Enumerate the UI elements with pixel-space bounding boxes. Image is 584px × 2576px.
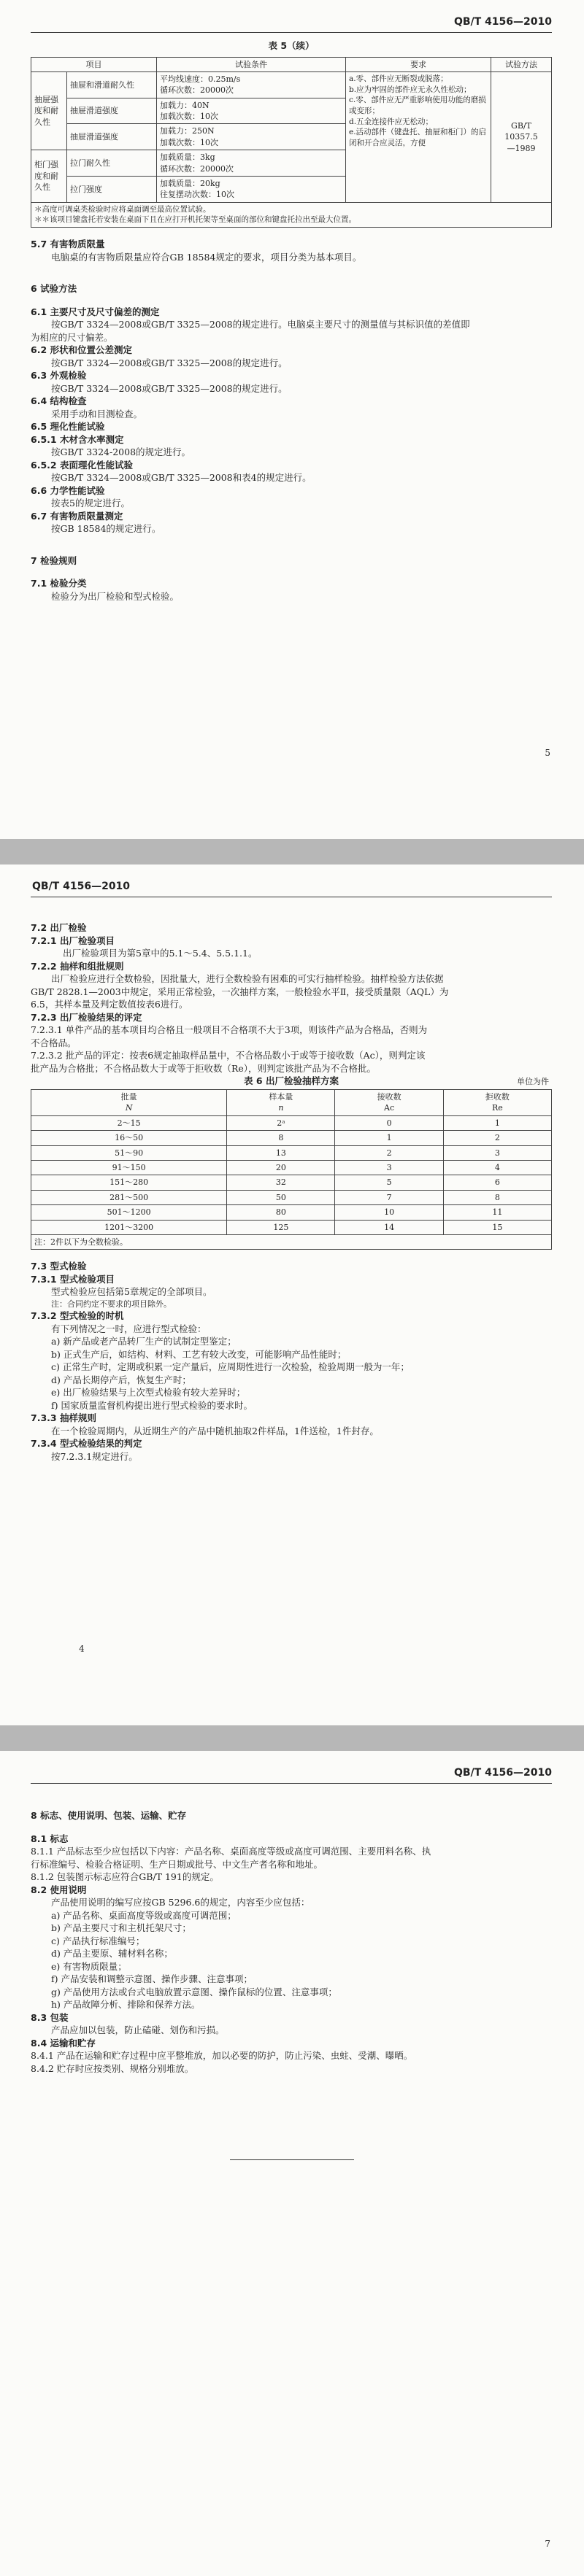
list-item: a) 新产品或老产品转厂生产的试制定型鉴定； bbox=[51, 1336, 237, 1347]
section-number: 6.2 bbox=[31, 344, 47, 356]
th-conditions: 试验条件 bbox=[157, 57, 346, 71]
section-7-3-1-heading bbox=[31, 1273, 552, 1286]
table-unit: 单位为件 bbox=[517, 1077, 549, 1086]
condition-line: 加载次数：10次 bbox=[160, 112, 218, 122]
condition-line: 平均线速度：0.25m/s bbox=[160, 74, 241, 84]
spacer bbox=[31, 1822, 552, 1833]
page-number: 7 bbox=[545, 2539, 550, 2549]
paragraph: 8.1.1 产品标志至少应包括以下内容：产品名称、桌面高度等级或高度可调范围、主要用料名称、执 bbox=[31, 1846, 431, 1857]
section-number: 7.3.2 bbox=[31, 1310, 57, 1322]
section-title: 主要尺寸及尺寸偏差的测定 bbox=[50, 306, 160, 317]
paragraph: 批产品为合格批；不合格品数大于或等于拒收数（Re），则判定该批产品为不合格批。 bbox=[31, 1062, 377, 1074]
cell: 91～150 bbox=[31, 1160, 227, 1175]
cell: 3 bbox=[335, 1160, 443, 1175]
section-title: 外观检验 bbox=[50, 370, 87, 382]
req-line: a.零、部件应无断裂或脱落； bbox=[349, 74, 448, 83]
spacer bbox=[31, 295, 552, 306]
section-number: 7.3.1 bbox=[31, 1273, 57, 1285]
paragraph: 产品使用说明的编写应按GB 5296.6的规定，内容至少应包括： bbox=[51, 1897, 310, 1908]
req-line: d.五金连接件应无松动； bbox=[349, 117, 434, 126]
paragraph: 按GB/T 3324-2008的规定进行。 bbox=[51, 446, 191, 458]
cell: 13 bbox=[227, 1145, 335, 1160]
cell: 5 bbox=[335, 1175, 443, 1190]
list-item: h) 产品故障分析、排除和保养方法。 bbox=[51, 1999, 201, 2010]
header-label: 拒收数 bbox=[485, 1092, 510, 1102]
section-number: 7.2.1 bbox=[31, 935, 57, 946]
section-8-4-heading bbox=[31, 2037, 552, 2050]
paragraph: 在一个检验周期内，从近期生产的产品中随机抽取2件样品，1件送检，1件封存。 bbox=[51, 1425, 379, 1436]
group-drawer: 抽屉强度和耐久性 bbox=[31, 71, 67, 150]
paragraph: 产品应加以包装，防止磕碰、划伤和污损。 bbox=[51, 2024, 225, 2035]
table-row bbox=[31, 1115, 552, 1130]
cell: 6 bbox=[443, 1175, 551, 1190]
cell: 11 bbox=[443, 1205, 551, 1220]
paragraph: 按7.2.3.1规定进行。 bbox=[51, 1450, 138, 1462]
cell: 3 bbox=[443, 1145, 551, 1160]
table-6-caption bbox=[31, 1075, 552, 1089]
section-6-3-heading bbox=[31, 369, 552, 382]
header-rule bbox=[31, 1783, 552, 1784]
list-item: g) 产品使用方法或台式电脑放置示意图、操作鼠标的位置、注意事项； bbox=[51, 1986, 337, 1997]
section-number: 6.4 bbox=[31, 395, 47, 407]
section-number: 8.2 bbox=[31, 1884, 47, 1895]
cell: 50 bbox=[227, 1190, 335, 1204]
spacer bbox=[31, 567, 552, 577]
paragraph: 按GB/T 3324—2008或GB/T 3325—2008的规定进行。电脑桌主要尺寸的测量值与其标识值的差值即 bbox=[51, 319, 470, 330]
th-item: 项目 bbox=[31, 57, 157, 71]
section-title: 抽样规则 bbox=[59, 1412, 96, 1424]
cell: 8 bbox=[443, 1190, 551, 1204]
section-8-3-heading bbox=[31, 2011, 552, 2024]
paragraph: 8.4.2 贮存时应按类别、规格分别堆放。 bbox=[31, 2062, 194, 2074]
item-cell: 抽屉滑道强度 bbox=[67, 98, 157, 124]
th-accept bbox=[335, 1090, 443, 1116]
paragraph: 按GB/T 3324—2008或GB/T 3325—2008和表4的规定进行。 bbox=[51, 472, 312, 484]
th-method: 试验方法 bbox=[491, 57, 552, 71]
section-6-1-heading bbox=[31, 306, 552, 319]
table-6-title: 表 6 出厂检验抽样方案 bbox=[244, 1075, 339, 1086]
section-number: 7.2.2 bbox=[31, 960, 57, 972]
table-header-row bbox=[31, 57, 552, 71]
cell: 14 bbox=[335, 1220, 443, 1234]
section-title: 检验规则 bbox=[40, 554, 77, 566]
section-title: 理化性能试验 bbox=[50, 421, 105, 433]
section-7-heading bbox=[31, 554, 552, 568]
section-6-5-1-heading bbox=[31, 433, 552, 446]
table-row bbox=[31, 1131, 552, 1145]
header-symbol: Ac bbox=[384, 1103, 395, 1113]
section-number: 6.6 bbox=[31, 484, 47, 496]
list-item: f) 国家质量监督机构提出进行型式检验的要求时。 bbox=[51, 1399, 253, 1411]
th-reject bbox=[443, 1090, 551, 1116]
cell: 10 bbox=[335, 1205, 443, 1220]
cell: 7 bbox=[335, 1190, 443, 1204]
spacer bbox=[31, 535, 552, 554]
cell: 15 bbox=[443, 1220, 551, 1234]
item-cell: 抽屉滑道强度 bbox=[67, 124, 157, 150]
condition-cell bbox=[157, 71, 346, 98]
paragraph: 8.1.2 包装图示标志应符合GB/T 191的规定。 bbox=[31, 1871, 219, 1882]
cell: 281～500 bbox=[31, 1190, 227, 1204]
section-number: 7.1 bbox=[31, 578, 47, 589]
page-number: 5 bbox=[545, 748, 550, 758]
paragraph: 出厂检验项目为第5章中的5.1～5.4、5.5.1.1。 bbox=[63, 948, 258, 959]
paragraph: 电脑桌的有害物质限量应符合GB 18584规定的要求，项目分类为基本项目。 bbox=[51, 251, 362, 263]
paragraph: 按GB 18584的规定进行。 bbox=[51, 523, 161, 535]
cell: 2 bbox=[443, 1131, 551, 1145]
section-number: 7.3 bbox=[31, 1261, 47, 1272]
paragraph: 不合格品。 bbox=[31, 1037, 77, 1048]
section-number: 6.5.1 bbox=[31, 433, 57, 445]
table-row bbox=[31, 1160, 552, 1175]
section-7-2-1-heading bbox=[31, 935, 552, 948]
doc-code: QB/T 4156—2010 bbox=[32, 881, 131, 892]
table-note: ＊＊该项目键盘托若安装在桌面下且在应打开机托架等至桌面的部位和键盘托拉出至最大位置。 bbox=[34, 215, 356, 225]
section-title: 型式检验结果的判定 bbox=[59, 1438, 142, 1450]
req-line: c.零、部件应无严重影响使用功能的磨损或变形； bbox=[349, 96, 486, 115]
header-label: 接收数 bbox=[377, 1092, 402, 1102]
section-title: 运输和贮存 bbox=[50, 2037, 96, 2049]
spacer bbox=[31, 228, 552, 238]
paragraph: 型式检验应包括第5章规定的全部项目。 bbox=[51, 1286, 212, 1298]
section-number: 8.3 bbox=[31, 2011, 47, 2023]
section-title: 结构检查 bbox=[50, 395, 87, 407]
note: 注：合同约定不要求的项目除外。 bbox=[51, 1299, 172, 1309]
table-row bbox=[31, 1205, 552, 1220]
cell: 80 bbox=[227, 1205, 335, 1220]
section-title: 出厂检验 bbox=[50, 922, 87, 933]
item-cell: 抽屉和滑道耐久性 bbox=[67, 71, 157, 98]
section-7-3-4-heading bbox=[31, 1437, 552, 1450]
cell: 16～50 bbox=[31, 1131, 227, 1145]
section-8-1-heading bbox=[31, 1833, 552, 1846]
section-5-7-heading bbox=[31, 238, 552, 251]
th-lot bbox=[31, 1090, 227, 1116]
section-number: 7.3.4 bbox=[31, 1438, 57, 1450]
section-number: 7.2 bbox=[31, 922, 47, 933]
cell: 4 bbox=[443, 1160, 551, 1175]
section-number: 6.1 bbox=[31, 306, 47, 317]
page-2-content bbox=[31, 921, 552, 1463]
section-title: 型式检验 bbox=[50, 1261, 87, 1272]
section-number: 6 bbox=[31, 283, 37, 295]
req-line: b.应为牢固的部件应无永久性松动； bbox=[349, 85, 472, 94]
table-note-row bbox=[31, 202, 552, 227]
spacer bbox=[31, 1250, 552, 1260]
header-label: 样本量 bbox=[269, 1092, 293, 1102]
paragraph: 采用手动和目测检查。 bbox=[51, 408, 143, 419]
doc-code: QB/T 4156—2010 bbox=[453, 1767, 552, 1779]
section-title: 包装 bbox=[50, 2011, 69, 2023]
section-7-1-heading bbox=[31, 577, 552, 590]
list-item: b) 产品主要尺寸和主机托架尺寸； bbox=[51, 1922, 191, 1933]
list-item: a) 产品名称、桌面高度等级或高度可调范围； bbox=[51, 1909, 237, 1921]
section-6-5-2-heading bbox=[31, 459, 552, 472]
section-6-6-heading bbox=[31, 484, 552, 498]
cell: 32 bbox=[227, 1175, 335, 1190]
spacer bbox=[31, 263, 552, 282]
page-3-content bbox=[31, 1809, 552, 2075]
item-cell: 拉门强度 bbox=[67, 177, 157, 203]
table-row bbox=[31, 1190, 552, 1204]
cell: 20 bbox=[227, 1160, 335, 1175]
condition-line: 加载力：40N bbox=[160, 100, 210, 110]
section-number: 7 bbox=[31, 554, 37, 566]
table-header-row bbox=[31, 1090, 552, 1116]
paragraph: 按GB/T 3324—2008或GB/T 3325—2008的规定进行。 bbox=[51, 357, 288, 368]
condition-line: 加载质量：20kg bbox=[160, 179, 220, 189]
table-notes bbox=[31, 202, 552, 227]
cell: 125 bbox=[227, 1220, 335, 1234]
section-6-5-heading bbox=[31, 420, 552, 433]
paragraph: 按表5的规定进行。 bbox=[51, 498, 130, 509]
page-3 bbox=[0, 1751, 584, 2576]
list-item: d) 产品主要原、辅材料名称； bbox=[51, 1948, 173, 1959]
section-number: 7.2.3 bbox=[31, 1011, 57, 1023]
item-cell: 拉门耐久性 bbox=[67, 150, 157, 177]
cell: 1 bbox=[335, 1131, 443, 1145]
condition-line: 加载质量：3kg bbox=[160, 152, 215, 163]
section-number: 6.3 bbox=[31, 370, 47, 382]
section-number: 6.7 bbox=[31, 510, 47, 522]
page-number: 4 bbox=[79, 1644, 85, 1654]
list-item: f) 产品安装和调整示意图、操作步骤、注意事项； bbox=[51, 1973, 253, 1984]
paragraph: 出厂检验应进行全数检验，因批量大，进行全数检验有困难的可实行抽样检验。抽样检验方法依据 bbox=[51, 973, 444, 984]
th-sample bbox=[227, 1090, 335, 1116]
section-number: 8 bbox=[31, 1810, 37, 1821]
paragraph: 8.4.1 产品在运输和贮存过程中应平整堆放，加以必要的防护，防止污染、虫蛀、受潮、曝晒。 bbox=[31, 2050, 413, 2061]
section-6-2-heading bbox=[31, 344, 552, 357]
table-note-row bbox=[31, 1234, 552, 1249]
paragraph: 检验分为出厂检验和型式检验。 bbox=[51, 590, 180, 602]
header-symbol: N bbox=[125, 1103, 133, 1113]
section-7-2-3-heading bbox=[31, 1011, 552, 1024]
paragraph: 为相应的尺寸偏差。 bbox=[31, 331, 113, 343]
cell: 0 bbox=[335, 1115, 443, 1130]
section-title: 力学性能试验 bbox=[50, 484, 105, 496]
cell: 8 bbox=[227, 1131, 335, 1145]
section-8-heading bbox=[31, 1809, 552, 1822]
section-title: 标志、使用说明、包装、运输、贮存 bbox=[40, 1810, 187, 1821]
cell: 2ᵃ bbox=[227, 1115, 335, 1130]
cell: 151～280 bbox=[31, 1175, 227, 1190]
section-7-3-2-heading bbox=[31, 1310, 552, 1323]
cell: 2～15 bbox=[31, 1115, 227, 1130]
table-row bbox=[31, 71, 552, 98]
header-symbol: n bbox=[278, 1103, 284, 1113]
section-6-heading bbox=[31, 282, 552, 295]
table-5-title: 表 5（续） bbox=[268, 40, 315, 51]
paragraph: 有下列情况之一时，应进行型式检验： bbox=[51, 1323, 207, 1334]
group-door: 柜门强度和耐久性 bbox=[31, 150, 67, 203]
method-cell bbox=[491, 71, 552, 202]
table-5 bbox=[31, 57, 552, 228]
condition-line: 加载力：250N bbox=[160, 126, 215, 136]
section-title: 出厂检验项目 bbox=[59, 935, 115, 946]
table-note: 注：2件以下为全数检验。 bbox=[31, 1234, 552, 1249]
condition-cell bbox=[157, 150, 346, 177]
cell: 1201～3200 bbox=[31, 1220, 227, 1234]
section-title: 使用说明 bbox=[50, 1884, 87, 1895]
req-line: e.活动部件（键盘托、抽屉和柜门）的启闭和开合应灵活，方便 bbox=[349, 128, 487, 148]
list-item: d) 产品长期停产后，恢复生产时； bbox=[51, 1374, 191, 1385]
paragraph: 7.2.3.2 批产品的评定：按表6规定抽取样品量中，不合格品数小于或等于接收数（Ac），则判定该 bbox=[31, 1050, 426, 1061]
section-title: 有害物质限量测定 bbox=[50, 510, 123, 522]
section-number: 7.3.3 bbox=[31, 1412, 57, 1424]
header-rule bbox=[31, 32, 552, 33]
page-2 bbox=[0, 865, 584, 1725]
cell: 501～1200 bbox=[31, 1205, 227, 1220]
list-item: e) 出厂检验结果与上次型式检验有较大差异时； bbox=[51, 1387, 246, 1399]
paragraph: 7.2.3.1 单件产品的基本项目均合格且一般项目不合格项不大于3项，则该件产品为合格品，否则为 bbox=[31, 1024, 428, 1035]
table-row bbox=[31, 1145, 552, 1160]
condition-line: 加载次数：10次 bbox=[160, 137, 218, 147]
section-6-4-heading bbox=[31, 395, 552, 408]
th-requirements: 要求 bbox=[346, 57, 491, 71]
list-item: c) 产品执行标准编号； bbox=[51, 1935, 145, 1946]
section-title: 标志 bbox=[50, 1833, 69, 1844]
table-note: ＊高度可调桌类检验时应将桌面调至最高位置试验。 bbox=[34, 204, 211, 214]
method-line: —1989 bbox=[507, 143, 536, 153]
section-6-7-heading bbox=[31, 510, 552, 523]
list-item: e) 有害物质限量； bbox=[51, 1960, 127, 1972]
page-1-content bbox=[31, 39, 552, 603]
section-title: 木材含水率测定 bbox=[59, 433, 124, 445]
paragraph: 行标准编号、检验合格证明、生产日期或批号、中文生产者名称和地址。 bbox=[31, 1858, 323, 1870]
section-title: 检验分类 bbox=[50, 578, 87, 589]
cell: 51～90 bbox=[31, 1145, 227, 1160]
section-title: 有害物质限量 bbox=[50, 239, 105, 250]
condition-line: 循环次数：20000次 bbox=[160, 163, 234, 174]
list-item: c) 正常生产时，定期或积累一定产量后，应周期性进行一次检验，检验周期一般为一年； bbox=[51, 1361, 410, 1373]
section-number: 6.5 bbox=[31, 421, 47, 433]
section-7-2-heading bbox=[31, 921, 552, 935]
section-number: 6.5.2 bbox=[31, 459, 57, 471]
section-number: 5.7 bbox=[31, 239, 47, 250]
section-number: 8.4 bbox=[31, 2037, 47, 2049]
table-6 bbox=[31, 1089, 552, 1250]
section-title: 表面理化性能试验 bbox=[59, 459, 133, 471]
section-7-3-heading bbox=[31, 1260, 552, 1273]
list-item: b) 正式生产后，如结构、材料、工艺有较大改变，可能影响产品性能时； bbox=[51, 1348, 347, 1360]
section-title: 型式检验的时机 bbox=[59, 1310, 124, 1322]
paragraph: 6.5，其样本量及判定数值按表6进行。 bbox=[31, 999, 188, 1010]
condition-cell bbox=[157, 124, 346, 150]
section-title: 试验方法 bbox=[40, 283, 77, 295]
section-title: 抽样和组批规则 bbox=[59, 960, 124, 972]
section-7-3-3-heading bbox=[31, 1412, 552, 1425]
section-title: 出厂检验结果的评定 bbox=[59, 1011, 142, 1023]
section-8-2-heading bbox=[31, 1884, 552, 1897]
condition-cell bbox=[157, 177, 346, 203]
section-number: 8.1 bbox=[31, 1833, 47, 1844]
paragraph: GB/T 2828.1—2003中规定，采用正常检验，一次抽样方案，一般检验水平Ⅱ，接受质量限（AQL）为 bbox=[31, 986, 449, 997]
cell: 1 bbox=[443, 1115, 551, 1130]
condition-cell bbox=[157, 98, 346, 124]
condition-line: 往复摆动次数：10次 bbox=[160, 190, 234, 200]
table-row bbox=[31, 1175, 552, 1190]
section-7-2-2-heading bbox=[31, 960, 552, 973]
end-rule bbox=[230, 2159, 354, 2160]
header-symbol: Re bbox=[491, 1103, 503, 1113]
header-label: 批量 bbox=[120, 1092, 137, 1102]
method-line: GB/T 10357.5 bbox=[504, 120, 538, 142]
requirements-cell bbox=[346, 71, 491, 202]
condition-line: 循环次数：20000次 bbox=[160, 85, 234, 96]
paragraph: 按GB/T 3324—2008或GB/T 3325—2008的规定进行。 bbox=[51, 382, 288, 394]
section-title: 型式检验项目 bbox=[59, 1273, 115, 1285]
section-title: 形状和位置公差测定 bbox=[50, 344, 133, 356]
doc-code: QB/T 4156—2010 bbox=[453, 16, 552, 28]
page-1 bbox=[0, 0, 584, 839]
table-row bbox=[31, 1220, 552, 1234]
cell: 2 bbox=[335, 1145, 443, 1160]
